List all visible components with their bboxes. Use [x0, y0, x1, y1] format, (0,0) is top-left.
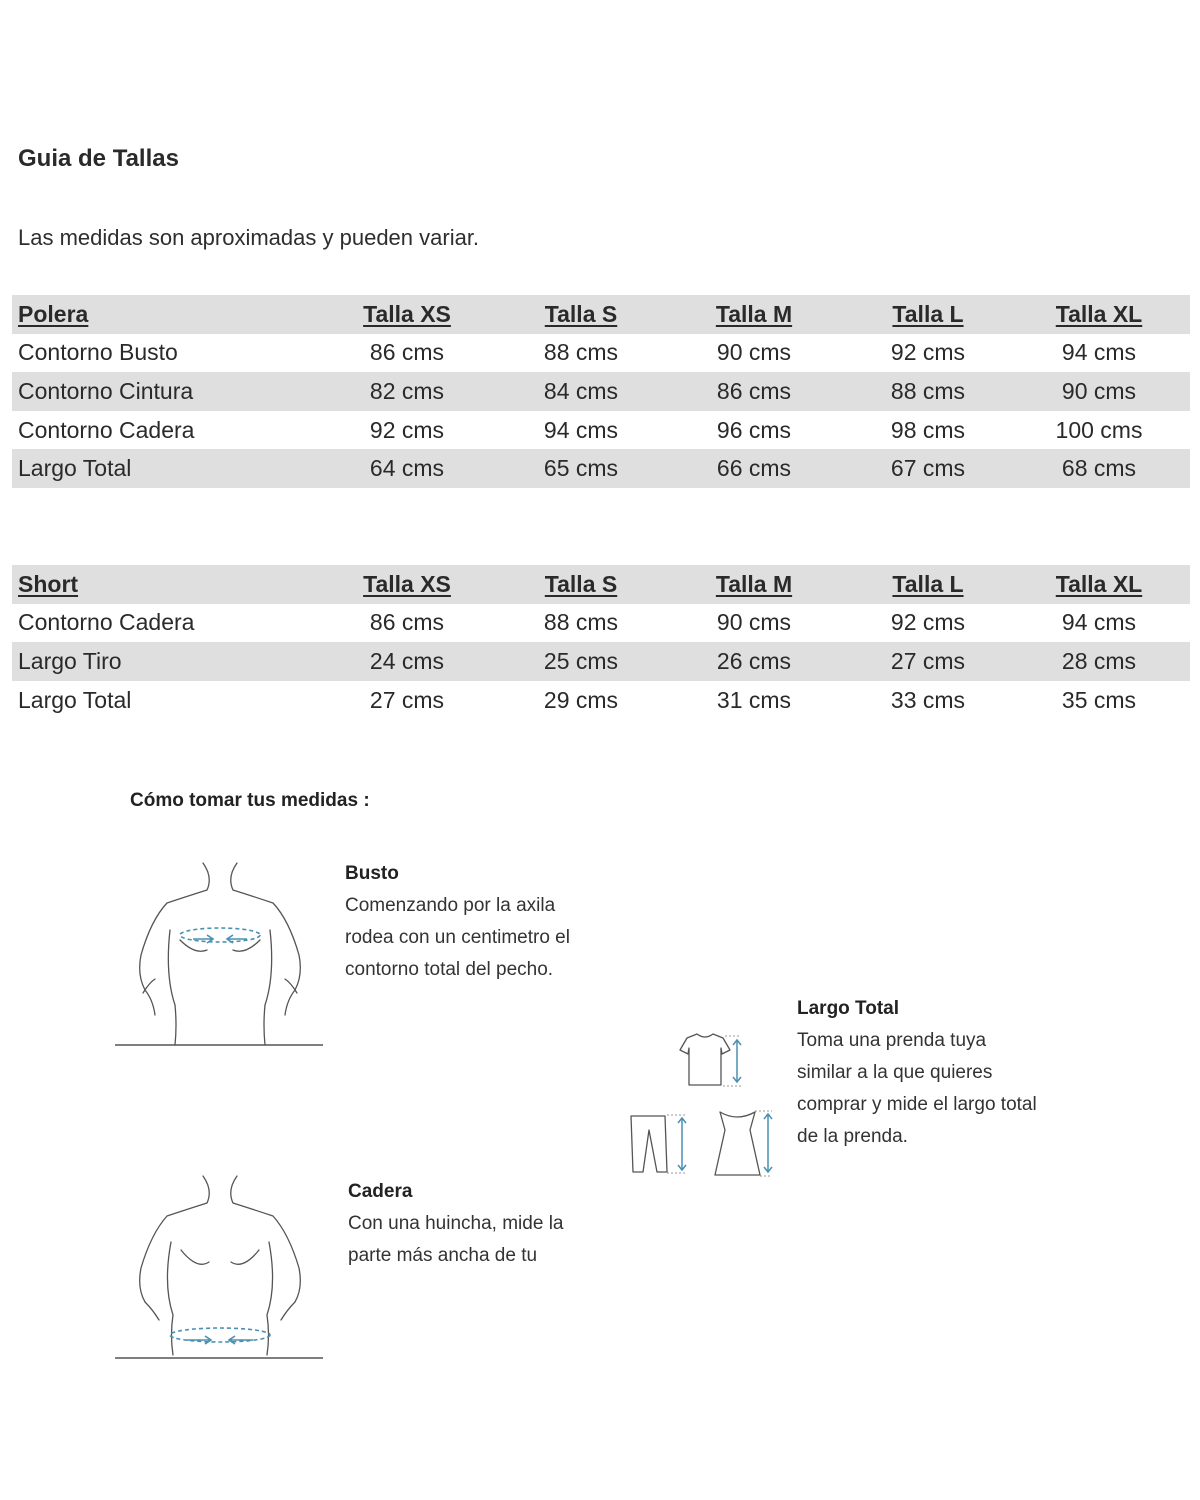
busto-line: contorno total del pecho.	[345, 959, 554, 980]
table-cell: 98 cms	[890, 416, 966, 443]
table-cell: 90 cms	[1008, 372, 1190, 411]
short-size-table	[12, 565, 1190, 719]
cadera-figure-icon	[115, 1170, 325, 1365]
largo-total-line: similar a la que quieres	[797, 1062, 993, 1083]
busto-title: Busto	[345, 863, 399, 884]
table-cell: 94 cms	[1061, 609, 1137, 636]
table-row-label: Contorno Cadera	[18, 609, 195, 636]
table-cell: 33 cms	[890, 686, 966, 713]
table-cell: 26 cms	[660, 642, 848, 681]
table-cell: 35 cms	[1061, 686, 1137, 713]
table-row-label: Contorno Cintura	[12, 372, 312, 411]
busto-figure-icon	[115, 855, 325, 1050]
table-cell: 66 cms	[660, 449, 848, 488]
table-cell: 64 cms	[312, 449, 502, 488]
table-cell: 31 cms	[716, 686, 792, 713]
table-row	[12, 642, 1190, 681]
table-header-cell: Talla M	[660, 565, 848, 604]
table-header-cell: Talla XL	[1008, 565, 1190, 604]
dress-icon	[715, 1112, 760, 1175]
table-cell: 92 cms	[890, 609, 966, 636]
table-row-label: Largo Total	[18, 686, 132, 713]
table-header-cell: Polera	[12, 295, 312, 334]
largo-total-line: Toma una prenda tuya	[797, 1030, 987, 1051]
page-title: Guia de Tallas	[18, 145, 179, 172]
pants-icon	[631, 1116, 667, 1172]
table-cell: 86 cms	[369, 609, 445, 636]
cadera-title: Cadera	[348, 1181, 413, 1202]
table-cell: 29 cms	[543, 686, 619, 713]
busto-instructions	[345, 858, 635, 986]
table-header-cell: Talla L	[848, 295, 1008, 334]
table-cell: 86 cms	[660, 372, 848, 411]
table-cell: 68 cms	[1008, 449, 1190, 488]
table-header-cell: Talla XL	[1008, 295, 1190, 334]
table-header-cell: Talla S	[502, 565, 660, 604]
table-header-cell: Talla XS	[312, 565, 502, 604]
table-row	[12, 449, 1190, 488]
table-cell: 96 cms	[716, 416, 792, 443]
cadera-line: Con una huincha, mide la	[348, 1213, 564, 1234]
table-cell: 90 cms	[716, 339, 792, 366]
table-cell: 25 cms	[502, 642, 660, 681]
garments-figure-icon	[625, 1030, 780, 1180]
cadera-line: parte más ancha de tu	[348, 1245, 538, 1266]
table-row	[12, 334, 1190, 373]
table-header-cell: Talla M	[660, 295, 848, 334]
table-header-row	[12, 565, 1190, 604]
table-row	[12, 604, 1190, 643]
table-header-cell: Talla XS	[312, 295, 502, 334]
table-cell: 90 cms	[716, 609, 792, 636]
table-row	[12, 681, 1190, 720]
table-cell: 86 cms	[369, 339, 445, 366]
table-row-label: Largo Total	[12, 449, 312, 488]
table-cell: 92 cms	[369, 416, 445, 443]
table-header-cell: Talla L	[848, 565, 1008, 604]
table-cell: 27 cms	[369, 686, 445, 713]
howto-heading: Cómo tomar tus medidas :	[130, 790, 370, 811]
largo-total-line: comprar y mide el largo total	[797, 1094, 1037, 1115]
polera-size-table	[12, 295, 1190, 488]
busto-line: rodea con un centimetro el	[345, 927, 570, 948]
table-row-label: Contorno Busto	[18, 339, 178, 366]
table-cell: 88 cms	[543, 339, 619, 366]
table-cell: 82 cms	[312, 372, 502, 411]
cadera-instructions	[348, 1176, 638, 1272]
table-cell: 94 cms	[1061, 339, 1137, 366]
table-cell: 94 cms	[543, 416, 619, 443]
largo-total-title: Largo Total	[797, 998, 900, 1019]
largo-total-line: de la prenda.	[797, 1126, 908, 1147]
table-header-row	[12, 295, 1190, 334]
table-cell: 28 cms	[1008, 642, 1190, 681]
table-cell: 100 cms	[1055, 416, 1143, 443]
busto-line: Comenzando por la axila	[345, 895, 556, 916]
tshirt-icon	[680, 1034, 730, 1085]
table-cell: 88 cms	[543, 609, 619, 636]
table-cell: 67 cms	[848, 449, 1008, 488]
table-row-label: Contorno Cadera	[18, 416, 195, 443]
largo-total-instructions	[797, 993, 1097, 1153]
page-subtitle: Las medidas son aproximadas y pueden variar.	[18, 225, 480, 250]
table-row	[12, 372, 1190, 411]
table-cell: 88 cms	[848, 372, 1008, 411]
table-cell: 92 cms	[890, 339, 966, 366]
table-header-cell: Short	[12, 565, 312, 604]
table-cell: 65 cms	[502, 449, 660, 488]
table-row-label: Largo Tiro	[12, 642, 312, 681]
table-header-cell: Talla S	[502, 295, 660, 334]
table-cell: 24 cms	[312, 642, 502, 681]
table-cell: 27 cms	[848, 642, 1008, 681]
table-cell: 84 cms	[502, 372, 660, 411]
table-row	[12, 411, 1190, 450]
